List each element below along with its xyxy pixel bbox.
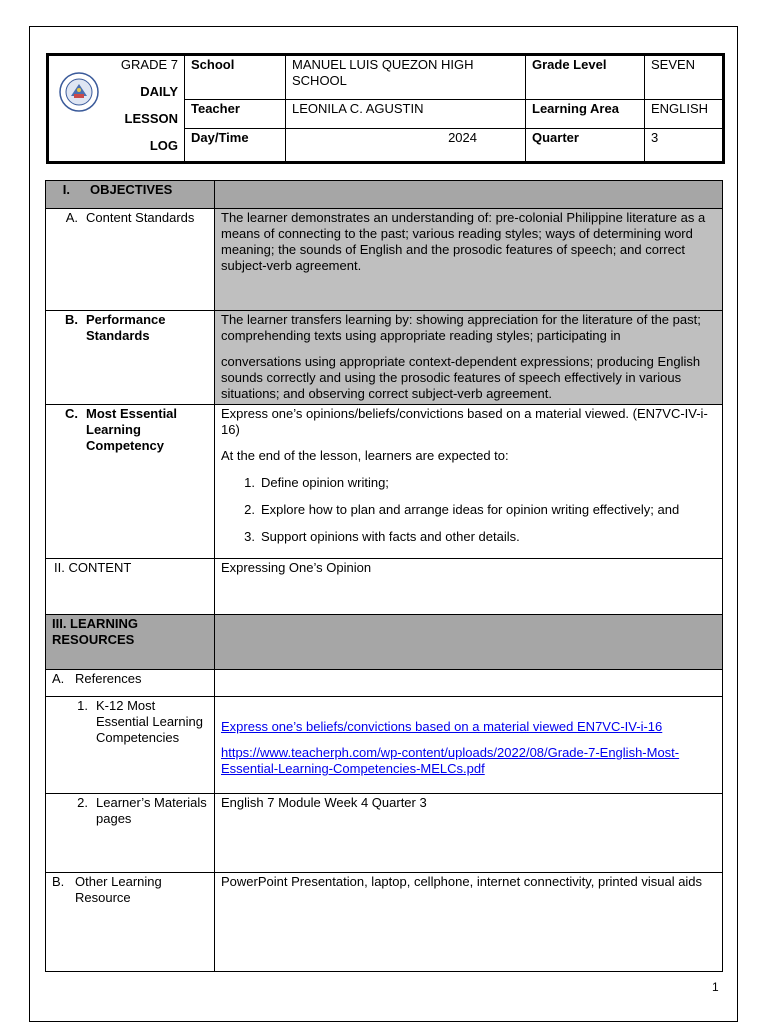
- references-blank: [215, 670, 723, 697]
- performance-standards-row: [46, 311, 723, 405]
- learners-materials-row: [46, 794, 723, 873]
- resources-heading-row: [46, 615, 723, 670]
- grade-level-label: Grade Level: [526, 55, 645, 100]
- objective-item: 3. Support opinions with facts and other details.: [244, 529, 520, 544]
- school-label: School: [185, 55, 286, 100]
- content-standards-text: The learner demonstrates an understanding of: pre-colonial Philippine literature as a means of connecting to the past; various reading styles; ways of determining word meaning; the sounds of English and the prosodic features of speech; and correct subject-verb agreement.: [215, 209, 723, 311]
- content-standards-label-cell: A. Content Standards: [46, 209, 215, 311]
- content-label: II. CONTENT: [46, 559, 215, 615]
- resources-heading: III. LEARNING RESOURCES: [46, 615, 215, 670]
- competency-label: Most Essential Learning Competency: [86, 406, 178, 453]
- melc-row: [46, 697, 723, 794]
- content-row: [46, 559, 723, 615]
- references-label-cell: A. References: [46, 670, 215, 697]
- performance-standards-label-cell: B. Performance Standards: [46, 311, 215, 405]
- learners-materials-label: Learner’s Materials pages: [96, 795, 207, 826]
- deped-seal-icon: [59, 72, 99, 112]
- content-standards-row: [46, 209, 723, 311]
- references-label: References: [75, 671, 142, 686]
- teacher-label: Teacher: [185, 100, 286, 129]
- title-lesson: LESSON: [124, 111, 178, 126]
- school-value: MANUEL LUIS QUEZON HIGH SCHOOL: [286, 55, 526, 100]
- competency-label-cell: C. Most Essential Learning Competency: [46, 405, 215, 559]
- learners-materials-value: English 7 Module Week 4 Quarter 3: [215, 794, 723, 873]
- content-standards-label: Content Standards: [86, 210, 195, 225]
- melc-label: K-12 Most Essential Learning Competencies: [96, 698, 203, 745]
- performance-standards-text-2: conversations using appropriate context-dependent expressions; producing English sounds correctly and using the prosodic features of speech effectively in various situations; and observing correct subject-verb agreement.: [221, 354, 701, 401]
- quarter-label: Quarter: [526, 129, 645, 163]
- header-table: [46, 53, 725, 164]
- melc-link[interactable]: Express one’s beliefs/convictions based on a material viewed EN7VC-IV-i-16: [221, 719, 663, 734]
- objective-item: 2. Explore how to plan and arrange ideas for opinion writing effectively; and: [244, 502, 680, 517]
- other-resources-label-cell: B. Other Learning Resource: [46, 873, 215, 972]
- objectives-heading-cell: I. OBJECTIVES: [46, 181, 215, 209]
- learning-area-label: Learning Area: [526, 100, 645, 129]
- competency-row: [46, 405, 723, 559]
- objectives-row: [46, 181, 723, 209]
- competency-text: Express one’s opinions/beliefs/convictions based on a material viewed. (EN7VC-IV-i-16): [221, 406, 708, 437]
- logo-title-cell: [48, 55, 185, 163]
- dll-title: [121, 57, 178, 165]
- learners-materials-label-cell: 2. Learner’s Materials pages: [46, 794, 215, 873]
- performance-standards-text-1: The learner transfers learning by: showing appreciation for the literature of the past; comprehending texts using appropriate reading styles; participating in: [221, 312, 701, 343]
- resources-blank: [215, 615, 723, 670]
- objective-item: 1. Define opinion writing;: [244, 475, 389, 490]
- lesson-table: [45, 180, 723, 972]
- title-log: LOG: [149, 138, 178, 153]
- daytime-label: Day/Time: [185, 129, 286, 163]
- competency-text-cell: [215, 405, 723, 559]
- objectives-blank: [215, 181, 723, 209]
- competency-intro: At the end of the lesson, learners are expected to:: [221, 448, 509, 463]
- page-number: 1: [712, 980, 719, 994]
- other-resources-row: [46, 873, 723, 972]
- performance-standards-label: Performance Standards: [86, 312, 166, 343]
- performance-standards-text-cell: [215, 311, 723, 405]
- references-row: [46, 670, 723, 697]
- melc-pdf-link[interactable]: https://www.teacherph.com/wp-content/uploads/2022/08/Grade-7-English-Most-Essential-Learning-Competencies-MELCs.pdf: [221, 745, 680, 776]
- quarter-value: 3: [645, 129, 724, 163]
- title-grade: GRADE 7: [120, 57, 178, 72]
- content-value: Expressing One’s Opinion: [215, 559, 723, 615]
- learning-area-value: ENGLISH: [645, 100, 724, 129]
- melc-label-cell: 1. K-12 Most Essential Learning Competencies: [46, 697, 215, 794]
- objectives-heading: OBJECTIVES: [90, 182, 173, 197]
- title-daily: DAILY: [140, 84, 178, 99]
- grade-level-value: SEVEN: [645, 55, 724, 100]
- other-resources-value: PowerPoint Presentation, laptop, cellphone, internet connectivity, printed visual aids: [215, 873, 723, 972]
- daytime-value: 2024: [286, 129, 526, 163]
- melc-links-cell: [215, 697, 723, 794]
- other-resources-label: Other Learning Resource: [75, 874, 162, 905]
- teacher-value: LEONILA C. AGUSTIN: [286, 100, 526, 129]
